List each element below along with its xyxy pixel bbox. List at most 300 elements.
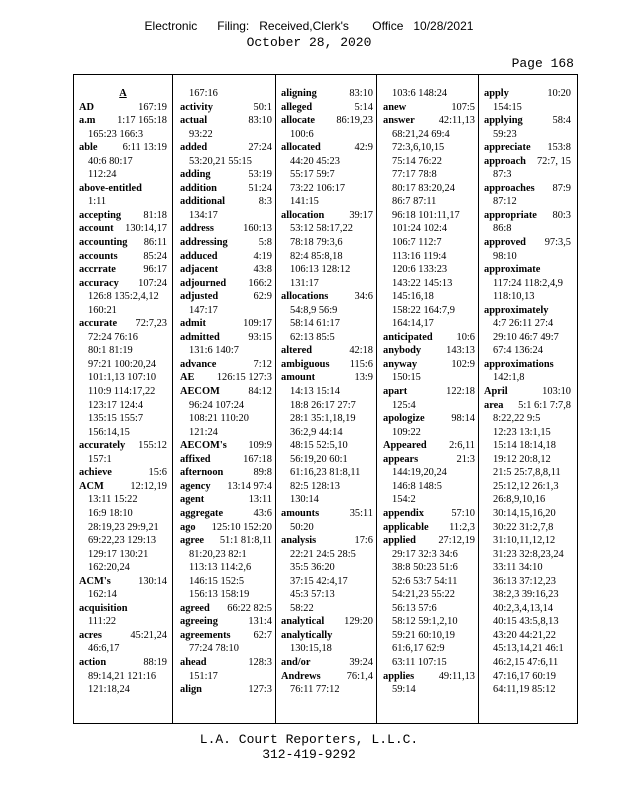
index-page-refs: 5:14 xyxy=(354,101,373,113)
index-term: align xyxy=(180,684,202,696)
index-page-refs: 39:17 xyxy=(349,209,373,221)
index-page-refs: 25:12,12 26:1,3 xyxy=(493,480,559,492)
index-term: area xyxy=(484,399,504,411)
index-page-refs: 76:11 77:12 xyxy=(290,684,340,696)
index-entry xyxy=(79,209,167,223)
index-term: approach xyxy=(484,155,526,167)
index-page-refs: 135:15 155:7 xyxy=(88,413,144,425)
index-term: ambiguous xyxy=(281,358,330,370)
index-term: adjacent xyxy=(180,264,219,276)
index-page-refs: 66:22 82:5 xyxy=(227,602,272,614)
index-entry xyxy=(180,683,272,697)
index-page-refs: 107:24 xyxy=(138,277,167,289)
index-entry xyxy=(281,615,373,629)
index-entry xyxy=(383,453,475,467)
index-page-refs: 129:17 130:21 xyxy=(88,548,149,560)
index-page-refs: 36:2,9 44:14 xyxy=(290,426,343,438)
index-page-refs: 93:15 xyxy=(248,331,272,343)
index-entry xyxy=(383,101,475,115)
index-page-refs: 64:11,19 85:12 xyxy=(493,684,556,696)
index-page-refs: 103:10 xyxy=(542,386,571,398)
index-page-refs: 87:3 xyxy=(493,169,512,181)
index-page-refs: 118:10,13 xyxy=(493,291,535,303)
index-entry xyxy=(484,87,571,101)
index-page-refs: 107:5 xyxy=(451,101,475,113)
index-term: analytically xyxy=(281,629,333,641)
index-entry xyxy=(281,344,373,358)
index-term: allocations xyxy=(281,291,329,303)
index-page-refs: 61:16,23 81:8,11 xyxy=(290,467,361,479)
index-page-refs: 7:12 xyxy=(253,358,272,370)
index-page-refs: 13:11 15:22 xyxy=(88,494,138,506)
index-page-refs: 77:17 78:8 xyxy=(392,169,437,181)
index-page-refs: 46:6,17 xyxy=(88,643,120,655)
index-term: adding xyxy=(180,169,211,181)
index-entry xyxy=(484,236,571,250)
index-page-refs: 58:22 xyxy=(290,602,314,614)
index-term: applicable xyxy=(383,521,429,533)
index-page-refs: 81:20,23 82:1 xyxy=(189,548,247,560)
index-term: approximate xyxy=(484,264,541,276)
index-entry xyxy=(180,656,272,670)
index-page-refs: 62:7 xyxy=(253,629,272,641)
index-page-refs: 167:18 xyxy=(243,453,272,465)
index-page-refs: 121:18,24 xyxy=(88,684,130,696)
index-page-refs: 12:23 13:1,15 xyxy=(493,426,551,438)
column-divider xyxy=(376,75,377,723)
index-entry xyxy=(79,480,167,494)
index-term: accounts xyxy=(79,250,118,262)
index-entry xyxy=(484,209,571,223)
index-page-refs: 150:15 xyxy=(392,372,421,384)
index-entry xyxy=(180,602,272,616)
index-page-refs: 157:1 xyxy=(88,453,112,465)
index-page-refs: 35:5 36:20 xyxy=(290,562,335,574)
index-term: analytical xyxy=(281,616,325,628)
index-entry xyxy=(180,141,272,155)
index-term: above-entitled xyxy=(79,182,142,194)
index-page-refs: 130:14 xyxy=(138,575,167,587)
index-page-refs: 37:15 42:4,17 xyxy=(290,575,348,587)
index-page-refs: 48:15 52:5,10 xyxy=(290,440,348,452)
index-entry xyxy=(484,385,571,399)
index-page-refs: 28:1 35:1,18,19 xyxy=(290,413,356,425)
index-page-refs: 54:21,23 55:22 xyxy=(392,589,455,601)
index-term: actual xyxy=(180,115,208,127)
index-page-refs: 80:3 xyxy=(552,209,571,221)
index-term: admit xyxy=(180,318,206,330)
index-page-refs: 145:16,18 xyxy=(392,291,434,303)
index-term: activity xyxy=(180,101,213,113)
index-page-refs: 82:5 128:13 xyxy=(290,480,340,492)
index-page-refs: 86:7 87:11 xyxy=(392,196,437,208)
index-entry xyxy=(79,250,167,264)
index-term: adjusted xyxy=(180,291,219,303)
index-term: allocate xyxy=(281,115,316,127)
index-entry xyxy=(79,141,167,155)
index-entry xyxy=(79,575,167,589)
index-entry xyxy=(79,263,167,277)
index-page-refs: 155:12 xyxy=(138,440,167,452)
index-term: ACM's xyxy=(79,575,111,587)
index-page-refs: 59:14 xyxy=(392,684,416,696)
index-term: aligning xyxy=(281,88,317,99)
index-term: accounting xyxy=(79,237,128,249)
index-page-refs: 109:22 xyxy=(392,426,421,438)
index-term: agreeing xyxy=(180,616,218,628)
index-term: appears xyxy=(383,453,419,465)
index-page-refs: 158:22 164:7,9 xyxy=(392,304,455,316)
index-page-refs: 88:19 xyxy=(143,656,167,668)
index-page-refs: 96:17 xyxy=(143,264,167,276)
index-term: alleged xyxy=(281,101,313,113)
index-entry xyxy=(180,317,272,331)
index-term: approximately xyxy=(484,304,549,316)
index-term: agent xyxy=(180,494,205,506)
index-term: afternoon xyxy=(180,467,224,479)
index-page-refs: 27:12,19 xyxy=(438,535,475,547)
index-page-refs: 42:11,13 xyxy=(438,115,475,127)
index-page-refs: 131:4 xyxy=(248,616,272,628)
index-page-refs: 19:12 20:8,12 xyxy=(493,453,551,465)
index-page-refs: 126:8 135:2,4,12 xyxy=(88,291,159,303)
index-entry xyxy=(383,521,475,535)
index-page-refs: 101:24 102:4 xyxy=(392,223,448,235)
index-page-refs: 28:19,23 29:9,21 xyxy=(88,521,159,533)
index-column-1 xyxy=(79,87,167,697)
index-entry xyxy=(180,263,272,277)
index-entry xyxy=(383,534,475,548)
index-page-refs: 26:8,9,10,16 xyxy=(493,494,546,506)
index-page-refs: 17:6 xyxy=(354,535,373,547)
index-page-refs: 167:19 xyxy=(138,101,167,113)
index-term: ACM xyxy=(79,480,104,492)
index-page-refs: 22:21 24:5 28:5 xyxy=(290,548,356,560)
index-term: accurately xyxy=(79,440,126,452)
index-page-refs: 61:6,17 62:9 xyxy=(392,643,445,655)
index-term: accurate xyxy=(79,318,118,330)
index-page-refs: 56:13 57:6 xyxy=(392,602,437,614)
index-page-refs: 115:6 xyxy=(349,358,373,370)
index-page-refs: 127:3 xyxy=(248,684,272,696)
index-page-refs: 31:10,11,12,12 xyxy=(493,535,556,547)
index-page-refs: 13:14 97:4 xyxy=(227,480,272,492)
index-entry xyxy=(180,493,272,507)
index-page-refs: 42:9 xyxy=(354,142,373,154)
index-page-refs: 78:18 79:3,6 xyxy=(290,237,343,249)
index-page-refs: 165:23 166:3 xyxy=(88,128,144,140)
index-page-refs: 58:14 61:17 xyxy=(290,318,340,330)
index-page-refs: 167:16 xyxy=(189,88,218,99)
index-page-refs: 146:15 152:5 xyxy=(189,575,245,587)
index-letter-heading: A xyxy=(119,88,127,99)
index-page-refs: 1:17 165:18 xyxy=(117,115,167,127)
index-page-refs: 30:14,15,16,20 xyxy=(493,507,556,519)
index-entry xyxy=(79,114,167,128)
index-entry xyxy=(180,466,272,480)
index-page-refs: 147:17 xyxy=(189,304,218,316)
index-page-refs: 5:8 xyxy=(258,237,272,249)
index-page-refs: 80:1 81:19 xyxy=(88,345,133,357)
index-page-refs: 72:7,23 xyxy=(135,318,167,330)
index-page-refs: 12:12,19 xyxy=(130,480,167,492)
index-page-refs: 143:22 145:13 xyxy=(392,277,453,289)
index-term: appreciate xyxy=(484,142,531,154)
index-page-refs: 111:22 xyxy=(88,616,117,628)
index-page-refs: 125:4 xyxy=(392,399,416,411)
index-page-refs: 63:11 107:15 xyxy=(392,656,447,668)
index-entry xyxy=(180,290,272,304)
index-page-refs: 89:14,21 121:16 xyxy=(88,670,157,682)
index-page-refs: 16:9 18:10 xyxy=(88,507,133,519)
index-page-refs: 55:17 59:7 xyxy=(290,169,335,181)
index-entry xyxy=(484,155,571,169)
index-page-refs: 72:3,6,10,15 xyxy=(392,142,445,154)
index-entry xyxy=(281,534,373,548)
index-page-refs: 38:8 50:23 51:6 xyxy=(392,562,458,574)
index-term: acquisition xyxy=(79,602,128,614)
index-term: approximations xyxy=(484,358,554,370)
index-page-refs: 154:15 xyxy=(493,101,522,113)
index-entry xyxy=(79,277,167,291)
index-entry xyxy=(180,331,272,345)
index-page-refs: 29:10 46:7 49:7 xyxy=(493,331,559,343)
index-entry xyxy=(180,521,272,535)
index-page-refs: 86:19,23 xyxy=(336,115,373,127)
index-entry xyxy=(79,317,167,331)
index-entry xyxy=(484,399,571,413)
index-term: added xyxy=(180,142,208,154)
index-term: aggregate xyxy=(180,507,224,519)
page-number: Page 168 xyxy=(511,56,574,71)
index-term: analysis xyxy=(281,535,317,547)
index-page-refs: 83:10 xyxy=(248,115,272,127)
index-term: amounts xyxy=(281,507,320,519)
index-entry xyxy=(180,615,272,629)
index-page-refs: 40:15 43:5,8,13 xyxy=(493,616,559,628)
index-page-refs: 43:6 xyxy=(253,507,272,519)
index-page-refs: 75:14 76:22 xyxy=(392,155,442,167)
index-entry xyxy=(79,101,167,115)
index-page-refs: 54:8,9 56:9 xyxy=(290,304,338,316)
index-page-refs: 40:2,3,4,13,14 xyxy=(493,602,554,614)
index-term: anticipated xyxy=(383,331,433,343)
index-term: accuracy xyxy=(79,277,119,289)
index-term: appropriate xyxy=(484,209,537,221)
index-entry xyxy=(180,358,272,372)
index-page-refs: 36:13 37:12,23 xyxy=(493,575,556,587)
index-term: approved xyxy=(484,237,526,249)
index-entry xyxy=(383,331,475,345)
index-page-refs: 103:6 148:24 xyxy=(392,88,448,99)
index-page-refs: 49:11,13 xyxy=(438,670,475,682)
index-term: agreed xyxy=(180,602,210,614)
index-page-refs: 33:11 34:10 xyxy=(493,562,543,574)
index-page-refs: 43:8 xyxy=(253,264,272,276)
index-page-refs: 162:14 xyxy=(88,589,117,601)
index-page-refs: 14:13 15:14 xyxy=(290,386,340,398)
index-entry xyxy=(79,222,167,236)
index-column-5 xyxy=(484,87,571,697)
index-entry xyxy=(180,236,272,250)
index-page-refs: 86:8 xyxy=(493,223,512,235)
index-entry xyxy=(281,629,373,643)
index-term: acres xyxy=(79,629,102,641)
index-page-refs: 93:22 xyxy=(189,128,213,140)
index-term: allocation xyxy=(281,209,325,221)
index-page-refs: 102:9 xyxy=(451,358,475,370)
index-page-refs: 164:14,17 xyxy=(392,318,434,330)
column-divider xyxy=(172,75,173,723)
index-page-refs: 30:22 31:2,7,8 xyxy=(493,521,554,533)
index-entry xyxy=(180,277,272,291)
index-page-refs: 86:11 xyxy=(143,237,167,249)
index-term: anybody xyxy=(383,345,422,357)
index-term: advance xyxy=(180,358,217,370)
index-page-refs: 122:18 xyxy=(446,386,475,398)
index-page-refs: 58:4 xyxy=(552,115,571,127)
index-page-refs: 10:6 xyxy=(456,331,475,343)
index-entry xyxy=(79,439,167,453)
filing-stamp: Electronic Filing: Received,Clerk's Office 10/28/2021 xyxy=(144,19,474,33)
index-term: affixed xyxy=(180,453,211,465)
index-entry xyxy=(383,412,475,426)
index-entry xyxy=(180,182,272,196)
index-page-refs: 85:24 xyxy=(143,250,167,262)
index-term: April xyxy=(484,386,508,398)
index-page-refs: 4:19 xyxy=(253,250,272,262)
index-page-refs: 81:18 xyxy=(143,209,167,221)
index-page-refs: 162:20,24 xyxy=(88,562,130,574)
index-page-refs: 53:19 xyxy=(248,169,272,181)
index-page-refs: 142:1,8 xyxy=(493,372,525,384)
index-entry xyxy=(383,344,475,358)
index-page-refs: 29:17 32:3 34:6 xyxy=(392,548,458,560)
index-entry xyxy=(281,87,373,101)
index-page-refs: 160:21 xyxy=(88,304,117,316)
index-entry xyxy=(383,507,475,521)
index-page-refs: 112:24 xyxy=(88,169,117,181)
index-page-refs: 113:13 114:2,6 xyxy=(189,562,252,574)
index-term: ago xyxy=(180,521,196,533)
index-page-refs: 11:2,3 xyxy=(449,521,475,533)
index-term: applying xyxy=(484,115,523,127)
index-entry xyxy=(180,195,272,209)
index-page-refs: 39:24 xyxy=(349,656,373,668)
index-entry xyxy=(180,222,272,236)
index-entry xyxy=(79,466,167,480)
index-entry xyxy=(484,263,571,277)
index-entry xyxy=(281,290,373,304)
index-entry xyxy=(79,602,167,616)
index-page-refs: 126:15 127:3 xyxy=(216,372,272,384)
index-entry xyxy=(180,101,272,115)
index-page-refs: 109:17 xyxy=(243,318,272,330)
index-page-refs: 117:24 118:2,4,9 xyxy=(493,277,563,289)
index-page-refs: 27:24 xyxy=(248,142,272,154)
index-page-refs: 151:17 xyxy=(189,670,218,682)
index-page-refs: 131:6 140:7 xyxy=(189,345,239,357)
index-page-refs: 38:2,3 39:16,23 xyxy=(493,589,559,601)
index-term: additional xyxy=(180,196,226,208)
index-page-refs: 8:3 xyxy=(258,196,272,208)
index-page-refs: 56:19,20 60:1 xyxy=(290,453,348,465)
index-page-refs: 50:20 xyxy=(290,521,314,533)
index-page-refs: 15:14 18:14,18 xyxy=(493,440,556,452)
index-entry xyxy=(180,168,272,182)
index-term: apologize xyxy=(383,413,425,425)
index-entry xyxy=(281,670,373,684)
index-entry xyxy=(180,371,272,385)
index-page-refs: 47:16,17 60:19 xyxy=(493,670,556,682)
index-page-refs: 128:3 xyxy=(248,656,272,668)
word-index-frame xyxy=(73,74,578,724)
index-entry xyxy=(281,141,373,155)
index-page-refs: 141:15 xyxy=(290,196,319,208)
index-term: allocated xyxy=(281,142,321,154)
index-page-refs: 53:20,21 55:15 xyxy=(189,155,252,167)
index-page-refs: 18:8 26:17 27:7 xyxy=(290,399,356,411)
index-page-refs: 144:19,20,24 xyxy=(392,467,447,479)
index-entry xyxy=(79,236,167,250)
index-term: account xyxy=(79,223,114,235)
index-entry xyxy=(281,507,373,521)
index-page-refs: 160:13 xyxy=(243,223,272,235)
filing-date: October 28, 2020 xyxy=(246,35,372,50)
index-page-refs: 123:17 124:4 xyxy=(88,399,144,411)
index-entry xyxy=(281,209,373,223)
index-entry xyxy=(180,250,272,264)
index-page-refs: 44:20 45:23 xyxy=(290,155,340,167)
index-entry xyxy=(180,114,272,128)
index-term: AE xyxy=(180,372,195,384)
index-page-refs: 69:22,23 129:13 xyxy=(88,535,157,547)
index-term: action xyxy=(79,656,107,668)
index-page-refs: 134:17 xyxy=(189,209,218,221)
index-page-refs: 52:6 53:7 54:11 xyxy=(392,575,458,587)
index-page-refs: 45:21,24 xyxy=(130,629,167,641)
index-page-refs: 87:12 xyxy=(493,196,517,208)
index-term: addition xyxy=(180,182,217,194)
index-page-refs: 59:23 xyxy=(493,128,517,140)
index-entry xyxy=(281,114,373,128)
index-page-refs: 21:5 25:7,8,8,11 xyxy=(493,467,561,479)
index-term: applies xyxy=(383,670,415,682)
index-term: agency xyxy=(180,480,211,492)
index-entry xyxy=(383,358,475,372)
index-term: Andrews xyxy=(281,670,321,682)
index-page-refs: 13:11 xyxy=(248,494,272,506)
index-term: adduced xyxy=(180,250,218,262)
index-term: AECOM xyxy=(180,386,220,398)
index-entry xyxy=(180,480,272,494)
index-page-refs: 98:10 xyxy=(493,250,517,262)
index-entry xyxy=(484,182,571,196)
index-page-refs: 82:4 85:8,18 xyxy=(290,250,343,262)
index-term: answer xyxy=(383,115,415,127)
index-term: appendix xyxy=(383,507,425,519)
index-page-refs: 62:9 xyxy=(253,291,272,303)
index-page-refs: 31:23 32:8,23,24 xyxy=(493,548,564,560)
index-term: and/or xyxy=(281,656,311,668)
index-entry xyxy=(383,385,475,399)
index-term: a.m xyxy=(79,115,96,127)
index-entry xyxy=(281,101,373,115)
index-page-refs: 13:9 xyxy=(354,372,373,384)
index-page-refs: 35:11 xyxy=(349,507,373,519)
index-page-refs: 130:14,17 xyxy=(125,223,167,235)
index-page-refs: 125:10 152:20 xyxy=(211,521,272,533)
